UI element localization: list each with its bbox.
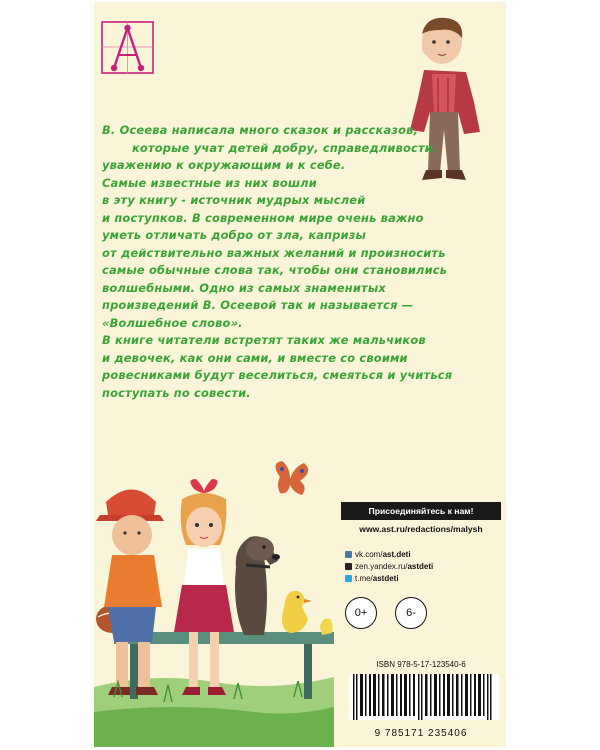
barcode-number: 9 785171 235406 — [374, 728, 468, 739]
description-line: «Волшебное слово». — [102, 315, 243, 330]
age-rating-badge: 0+ — [345, 597, 377, 629]
telegram-icon — [345, 575, 352, 582]
description-line: поступать по совести. — [102, 385, 251, 400]
age-ratings — [341, 597, 501, 629]
age-recommendation-badge: 6- — [395, 597, 427, 629]
description-line: уважению к окружающим и к себе. — [102, 158, 346, 172]
description-line: и девочек, как они сами, и вместе со своими — [102, 350, 408, 365]
children-bench-illustration — [94, 457, 334, 747]
description-line: самые обычные слова так, чтобы они становились — [102, 263, 448, 277]
description-line: в эту книгу - источник мудрых мыслей — [102, 193, 366, 207]
social-prefix: vk.com/ — [355, 549, 383, 559]
ast-logo-icon — [100, 20, 155, 75]
description-line: и поступков. В современном мире очень важно — [102, 210, 424, 225]
social-link-telegram[interactable] — [345, 572, 501, 584]
website-link[interactable]: www.ast.ru/redactions/malysh — [359, 524, 483, 534]
barcode-icon — [349, 674, 499, 720]
info-panel — [341, 502, 501, 742]
description-line: уметь отличать добро от зла, капризы — [102, 228, 367, 242]
social-prefix: t.me/ — [355, 573, 373, 583]
social-links — [345, 548, 501, 584]
description-line: В книге читатели встретят таких же мальчиков — [102, 333, 426, 347]
social-prefix: zen.yandex.ru/ — [355, 561, 408, 571]
join-us-banner: Присоединяйтесь к нам! — [341, 502, 501, 520]
description-line: произведений В. Осеевой так и называется — — [102, 298, 414, 312]
social-link-vk[interactable] — [345, 548, 501, 560]
book-back-cover — [94, 2, 506, 747]
description-line: ровесниками будут веселиться, смеяться и учиться — [102, 368, 453, 382]
isbn-text: ISBN 978-5-17-123540-6 — [376, 660, 466, 669]
social-handle: astdeti — [407, 561, 434, 571]
social-handle: ast.deti — [382, 549, 411, 559]
vk-icon — [345, 551, 352, 558]
description-line: которые учат детей добру, справедливости, — [132, 140, 438, 155]
description-line: В. Осеева написала много сказок и рассказов, — [102, 123, 419, 137]
zen-icon — [345, 563, 352, 570]
description-line: волшебными. Одно из самых знаменитых — [102, 280, 386, 295]
description-line: Самые известные из них вошли — [102, 175, 317, 190]
social-handle: astdeti — [372, 573, 399, 583]
book-description — [102, 122, 472, 402]
description-line: от действительно важных желаний и произносить — [102, 245, 446, 260]
social-link-zen[interactable] — [345, 560, 501, 572]
